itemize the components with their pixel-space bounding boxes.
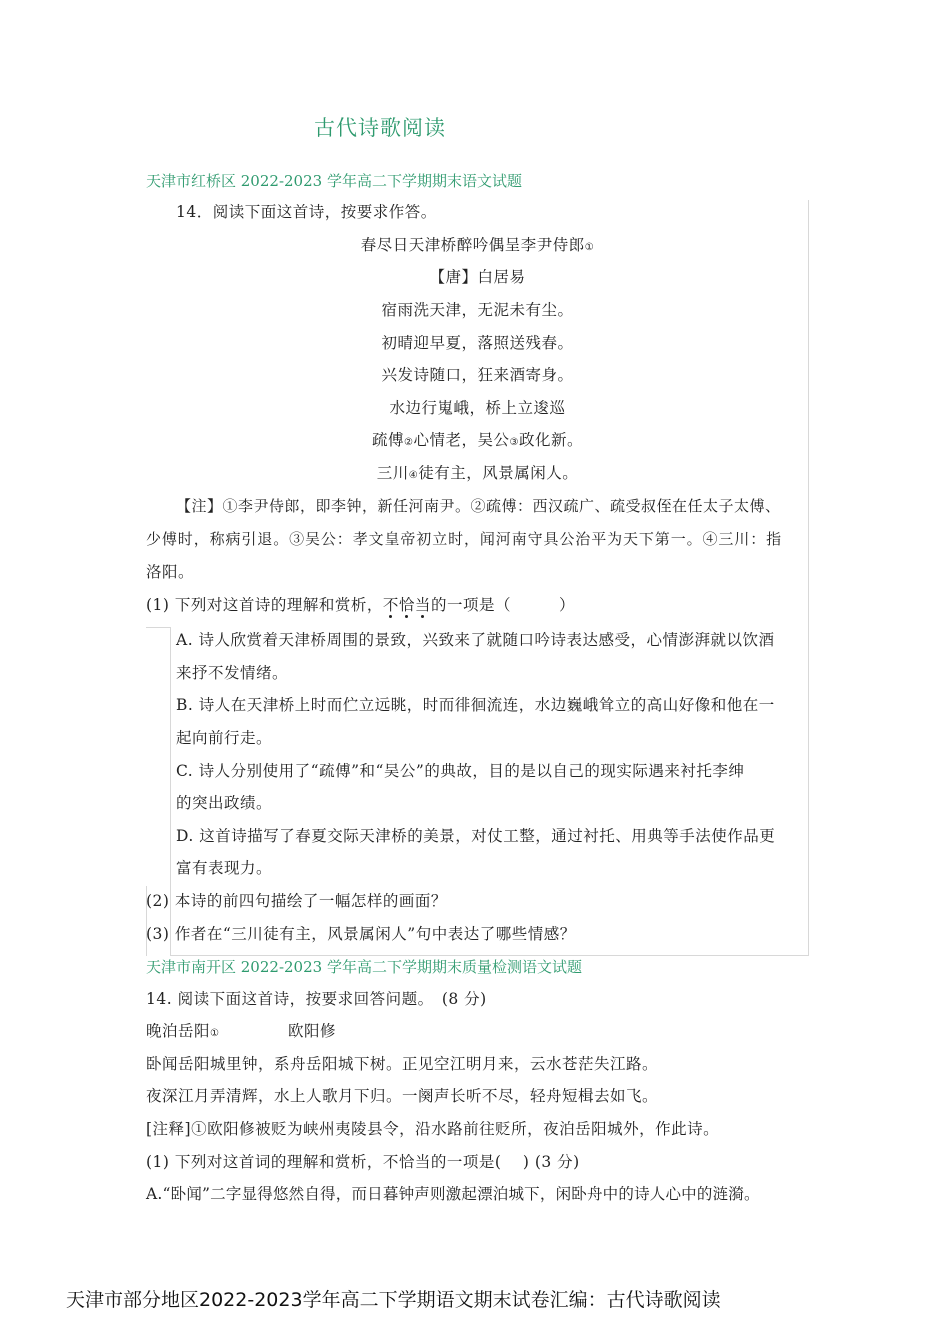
option-b: B. 诗人在天津桥上时而伫立远眺，时而徘徊流连，水边巍峨耸立的高山好像和他在一 [176,696,775,714]
footer-caption: 天津市部分地区2022-2023学年高二下学期语文期末试卷汇编：古代诗歌阅读 [66,1289,721,1311]
note-line: 【注】①李尹侍郎，即李钟，新任河南尹。②疏傅：西汉疏广、疏受叔侄在任太子太傅、 [176,497,781,515]
poem-text: 疏傅 [372,431,405,449]
footnote-marker: ② [404,437,414,448]
option-a: A. 诗人欣赏着天津桥周围的景致，兴致来了就随口吟诗表达感受，心情澎湃就以饮酒 [176,631,775,649]
question-intro: 14. 阅读下面这首诗，按要求回答问题。 (8 分) [146,990,487,1008]
poem-heading [146,1020,337,1045]
sub-question-2: (2) 本诗的前四句描绘了一幅怎样的画面？ [146,892,447,910]
poem-title [146,234,809,259]
note-line: [注释]①欧阳修被贬为峡州夷陵县令，沿水路前往贬所，夜泊岳阳城外，作此诗。 [146,1120,720,1138]
option-c: C. 诗人分别使用了“疏傅”和“吴公”的典故，目的是以自己的现实际遇来衬托李绅 [176,762,745,780]
question-intro: 14．阅读下面这首诗，按要求作答。 [176,203,437,221]
option-d-cont: 富有表现力。 [176,859,273,877]
option-a-cont: 来抒不发情绪。 [176,664,289,682]
poem-text: 心情老，吴公 [413,431,510,449]
poem-line: 宿雨洗天津，无泥未有尘。 [381,301,574,319]
footnote-marker: ① [584,242,595,253]
page-title: 古代诗歌阅读 [314,116,446,140]
source-label: 天津市南开区 2022-2023 学年高二下学期期末质量检测语文试题 [146,958,582,976]
poem-text: 三川 [376,464,409,482]
footnote-marker: ④ [408,470,419,481]
question-frame-notch [146,627,171,628]
sub-question-3: (3) 作者在“三川徒有主，风景属闲人”句中表达了哪些情感？ [146,925,576,943]
emphasis-char: 恰 [398,596,415,614]
poem-author: 欧阳修 [288,1022,337,1040]
footnote-marker: ① [210,1028,220,1039]
poem-line: 初晴迎早夏，落照送残春。 [381,334,574,352]
sub-question-1: (1) 下列对这首词的理解和赏析，不恰当的一项是( ) (3 分) [146,1153,580,1171]
poem-title-text: 晚泊岳阳 [146,1022,211,1040]
emphasis-char: 不 [382,596,399,614]
footnote-marker: ③ [509,437,519,448]
poem-text: 政化新。 [518,431,583,449]
note-line: 少傅时，称病引退。③吴公：孝文皇帝初立时，闻河南守具公治平为天下第一。④三川：指 [146,530,783,548]
option-c-cont: 的突出政绩。 [176,794,273,812]
poem-line [146,429,809,454]
emphasis-char: 当 [414,596,431,614]
poem-text: 徒有主，风景属闲人。 [418,464,579,482]
q-text: (1) 下列对这首诗的理解和赏析， [146,596,383,614]
poem-line: 水边行嵬峨，桥上立逡巡 [389,399,566,417]
sub-question-1 [146,594,575,616]
source-label: 天津市红桥区 2022-2023 学年高二下学期期末语文试题 [146,172,522,190]
poem-line: 夜深江月弄清辉，水上人歌月下归。一阕声长听不尽，轻舟短楫去如飞。 [146,1087,659,1105]
option-a: A.“卧闻”二字显得悠然自得，而日暮钟声则激起漂泊城下，闲卧舟中的诗人心中的涟漪。 [146,1185,760,1203]
note-line: 洛阳。 [146,563,195,581]
q-text: 的一项是（ ） [430,596,575,614]
poem-line: 兴发诗随口，狂来酒寄身。 [381,366,574,384]
poem-title-text: 春尽日天津桥醉吟偶呈李尹侍郎 [360,236,585,254]
option-d: D. 这首诗描写了春夏交际天津桥的美景，对仗工整，通过衬托、用典等手法使作品更 [176,827,776,845]
poem-line [146,462,809,487]
option-b-cont: 起向前行走。 [176,729,273,747]
poem-author: 【唐】白居易 [429,268,526,286]
poem-line: 卧闻岳阳城里钟，系舟岳阳城下树。正见空江明月来，云水苍茫失江路。 [146,1055,659,1073]
